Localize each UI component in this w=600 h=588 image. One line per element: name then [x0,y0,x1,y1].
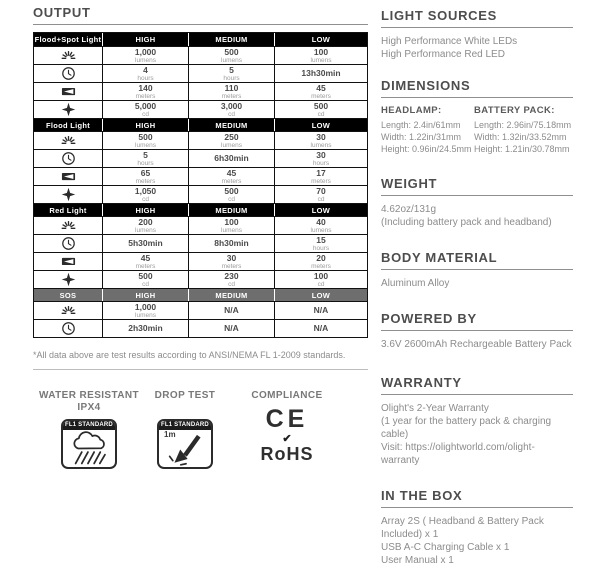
cell-value: 30 [316,149,326,160]
water-resistant-label: WATER RESISTANT [38,390,140,401]
powered-by-section [381,311,573,351]
section-header-row [34,33,367,46]
cell-unit: meters [135,92,156,100]
cell-unit: hours [137,159,154,167]
column-header: LOW [311,205,331,215]
spec-line: Olight's 2-Year Warranty [381,403,489,414]
cell-value: 1,000 [134,301,157,312]
warranty-heading: WARRANTY [381,375,573,395]
dimensions-columns [381,105,573,155]
cell-unit: cd [142,195,149,203]
cell-unit: meters [221,92,242,100]
column-header-cell [189,204,275,216]
table-row [34,167,367,185]
cell-value: 230 [224,270,239,281]
value-cell [275,101,367,118]
check-icon: ✔ [282,433,292,445]
cell-unit: hours [137,74,154,82]
cell-value: 20 [316,252,326,263]
cell-unit: lumens [135,226,156,234]
spec-line: 4.62oz/131g [381,204,437,215]
column-header: LOW [311,35,331,44]
table-row [34,234,367,252]
value-cell [189,168,275,185]
cell-unit: cd [142,280,149,288]
table-row [34,82,367,100]
table-row [34,46,367,64]
fl1-standard-label: FL1 STANDARD [63,421,115,430]
value-cell [275,271,367,288]
spec-line: Width: 1.32in/33.52mm [474,132,567,142]
column-header-cell [275,119,367,131]
cell-unit: cd [317,280,325,288]
cell-unit: lumens [310,141,332,149]
headlamp-label: HEADLAMP: [381,105,442,116]
fl1-standard-label: FL1 STANDARD [159,421,211,430]
cell-unit: cd [228,110,235,118]
value-cell [275,168,367,185]
rohs-mark: RoHS [260,444,314,464]
value-cell [275,150,367,167]
cell-unit: hours [223,74,240,82]
brightness-icon [34,217,103,234]
ce-mark: CE [265,405,309,433]
cell-value: 100 [313,46,329,57]
cell-value: 45 [226,167,237,178]
water-resistant-labels [39,390,139,417]
value-cell [189,83,275,100]
distance-icon [34,168,103,185]
cell-value: 70 [316,185,326,196]
dimensions-heading: DIMENSIONS [381,78,573,98]
cell-value: 100 [313,270,329,281]
output-table [33,32,368,338]
cell-value: 3,000 [220,100,243,111]
runtime-icon [34,65,103,82]
light-sources-heading: LIGHT SOURCES [381,8,573,28]
box-item: USB A-C Charging Cable x 1 [381,542,510,553]
value-cell [189,320,275,337]
footnote: *All data above are test results according to ANSI/NEMA FL 1-2009 standards. [33,350,346,360]
table-row [34,149,367,167]
value-cell [103,271,189,288]
column-header: MEDIUM [215,35,248,44]
cell-unit: lumens [221,56,242,64]
value-cell [275,302,367,319]
cell-value: 1,000 [134,46,157,57]
section-name: Flood Light [45,120,91,130]
compliance-group [241,390,333,464]
column-header-cell [103,204,189,216]
spec-line: 3.6V 2600mAh Rechargeable Battery Pack [381,339,572,350]
cell-value: 500 [224,185,239,196]
cell-value: 45 [140,252,151,263]
box-item: User Manual x 1 [381,555,454,566]
distance-icon [34,253,103,270]
value-cell [275,65,367,82]
water-resistant-badge [61,419,117,469]
ipx4-rating: IPX4 [77,402,101,413]
value-cell [103,186,189,203]
cell-value: 6h30min [214,153,249,163]
water-resistant-group [33,390,145,469]
value-cell [189,65,275,82]
weight-section [381,176,573,229]
cell-unit: hours [312,244,330,252]
intensity-icon [34,271,103,288]
divider [33,369,368,370]
drop-test-badge [157,419,213,469]
column-header: MEDIUM [215,290,248,300]
cell-unit: cd [228,195,235,203]
drop-test-group [147,390,223,469]
cell-unit: meters [311,262,331,270]
cell-value: 65 [140,167,151,178]
cell-unit: lumens [221,226,242,234]
cell-value: N/A [313,305,329,315]
column-header-cell [275,33,367,46]
column-header-cell [189,33,275,46]
column-header: HIGH [135,205,156,215]
body-material-section [381,250,573,290]
value-cell [103,168,189,185]
column-header: LOW [311,290,331,300]
column-header: HIGH [135,35,156,44]
table-row [34,319,367,337]
value-cell [275,253,367,270]
cell-unit: cd [142,110,149,118]
drop-test-labels [155,390,216,417]
column-header-cell [103,33,189,46]
distance-icon [34,83,103,100]
cell-value: 30 [316,131,326,142]
value-cell [103,217,189,234]
value-cell [103,65,189,82]
section-name: Flood+Spot Light [34,35,102,44]
section-name-cell [34,33,103,46]
section-header-row [34,118,367,131]
cell-unit: lumens [135,311,156,319]
cell-value: 2h30min [128,323,163,333]
spec-line: Aluminum Alloy [381,278,450,289]
drop-height: 1m [164,430,176,439]
runtime-icon [34,235,103,252]
headlamp-dimensions [381,105,474,155]
value-cell [275,235,367,252]
cell-unit: lumens [310,226,332,234]
cell-value: 110 [224,82,239,93]
section-name-cell [34,289,103,301]
value-cell [103,302,189,319]
cell-unit: hours [312,159,330,167]
light-sources-section [381,8,573,61]
dimensions-section [381,78,573,155]
cell-unit: meters [135,262,156,270]
cell-unit: cd [228,280,235,288]
value-cell [103,253,189,270]
cell-unit: lumens [310,56,332,64]
cell-unit: meters [311,177,331,185]
rain-cloud-icon [63,430,115,466]
cell-value: 8h30min [214,238,249,248]
cell-value: 17 [316,167,326,178]
brightness-icon [34,302,103,319]
value-cell [189,186,275,203]
cell-value: 500 [138,131,153,142]
spec-line: Length: 2.4in/61mm [381,120,461,130]
value-cell [189,101,275,118]
table-row [34,185,367,203]
spec-line: Length: 2.96in/75.18mm [474,120,572,130]
value-cell [103,150,189,167]
drop-test-label: DROP TEST [154,390,216,401]
table-row [34,64,367,82]
spec-line: Width: 1.22in/31mm [381,132,462,142]
value-cell [189,132,275,149]
column-header: HIGH [135,290,156,300]
cell-value: 4 [143,64,148,75]
value-cell [189,253,275,270]
certifications-row [33,390,368,469]
brightness-icon [34,47,103,64]
cell-value: N/A [224,305,239,315]
intensity-icon [34,101,103,118]
value-cell [189,302,275,319]
runtime-icon [34,320,103,337]
cell-unit: cd [317,195,325,203]
cell-unit: meters [311,92,331,100]
column-header-cell [275,204,367,216]
value-cell [103,235,189,252]
spec-line: (Including battery pack and headband) [381,217,552,228]
specs-column [381,5,573,588]
cell-unit: cd [317,110,325,118]
column-header-cell [189,289,275,301]
body-material-heading: BODY MATERIAL [381,250,573,270]
cell-unit: lumens [221,141,242,149]
spec-line: High Performance Red LED [381,49,505,60]
output-column [33,5,368,588]
in-the-box-heading: IN THE BOX [381,488,573,508]
table-row [34,131,367,149]
column-header: LOW [311,120,331,130]
cell-value: N/A [313,323,329,333]
value-cell [103,47,189,64]
output-title: OUTPUT [33,5,368,25]
value-cell [189,150,275,167]
cell-value: 100 [224,216,239,227]
battery-pack-dimensions [474,105,573,155]
cell-unit: meters [221,177,242,185]
column-header: HIGH [135,120,156,130]
weight-heading: WEIGHT [381,176,573,196]
cell-unit: meters [135,177,156,185]
section-name: SOS [59,290,77,300]
value-cell [275,132,367,149]
cell-value: 5 [143,149,148,160]
cell-unit: meters [221,262,242,270]
cell-value: 5h30min [128,238,163,248]
column-header: MEDIUM [215,205,248,215]
table-row [34,270,367,288]
cell-value: 140 [138,82,153,93]
cell-value: 45 [316,82,326,93]
column-header-cell [103,119,189,131]
section-name-cell [34,204,103,216]
spec-line: Height: 0.96in/24.5mm [381,144,472,154]
compliance-label: COMPLIANCE [251,390,323,401]
cell-value: 500 [138,270,153,281]
cell-value: 15 [316,234,326,245]
column-header: MEDIUM [215,120,248,130]
cell-value: N/A [224,323,239,333]
cell-value: 30 [226,252,237,263]
value-cell [103,83,189,100]
value-cell [103,132,189,149]
cell-value: 500 [224,46,239,57]
table-row [34,100,367,118]
table-row [34,216,367,234]
column-header-cell [103,289,189,301]
cell-value: 500 [313,100,329,111]
cell-value: 1,050 [134,185,157,196]
value-cell [189,47,275,64]
intensity-icon [34,186,103,203]
table-row [34,301,367,319]
drop-arrow-icon [159,430,211,466]
value-cell [275,47,367,64]
powered-by-heading: POWERED BY [381,311,573,331]
cell-unit: lumens [135,141,156,149]
value-cell [275,186,367,203]
section-header-row [34,288,367,301]
cell-value: 250 [224,131,239,142]
column-header-cell [189,119,275,131]
box-item: Array 2S ( Headband & Battery Pack Included) x 1 [381,516,544,540]
warranty-section [381,375,573,467]
cell-value: 200 [138,216,153,227]
value-cell [189,271,275,288]
value-cell [189,217,275,234]
value-cell [103,320,189,337]
section-name-cell [34,119,103,131]
cell-unit: lumens [135,56,156,64]
section-name: Red Light [49,205,87,215]
value-cell [275,217,367,234]
value-cell [189,235,275,252]
value-cell [275,320,367,337]
value-cell [103,101,189,118]
warranty-url: Visit: https://olightworld.com/olight-warranty [381,442,535,466]
spec-line: Height: 1.21in/30.78mm [474,144,570,154]
spec-line: (1 year for the battery pack & charging cable) [381,416,552,440]
section-header-row [34,203,367,216]
cell-value: 5,000 [134,100,157,111]
cell-value: 13h30min [301,68,341,78]
column-header-cell [275,289,367,301]
spec-line: High Performance White LEDs [381,36,518,47]
brightness-icon [34,132,103,149]
value-cell [275,83,367,100]
cell-value: 5 [229,64,234,75]
table-row [34,252,367,270]
cell-value: 40 [316,216,326,227]
in-the-box-section [381,488,573,567]
battery-pack-label: BATTERY PACK: [474,105,555,116]
runtime-icon [34,150,103,167]
